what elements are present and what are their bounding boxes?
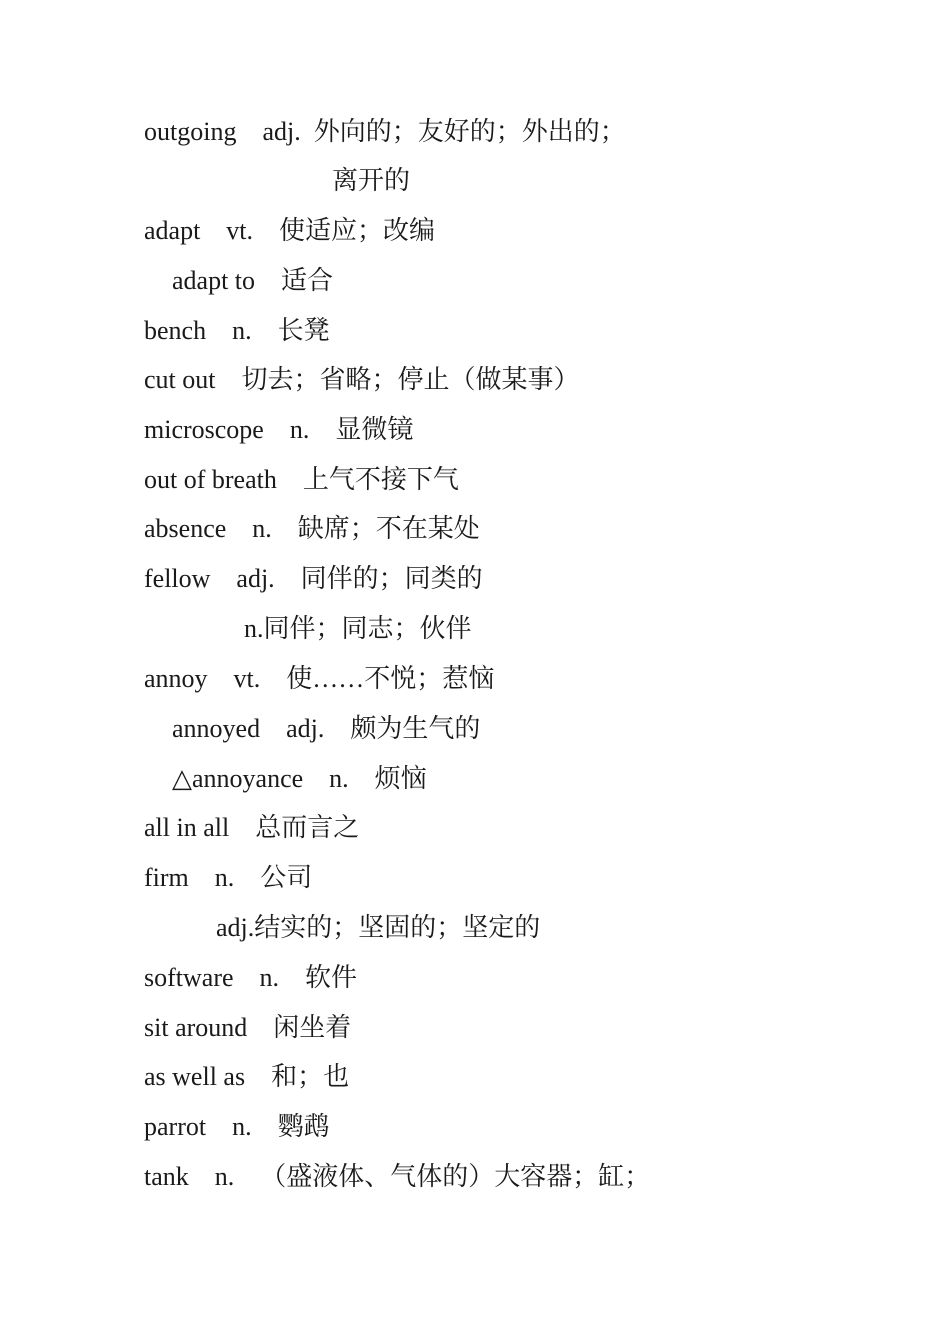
entry-all-in-all: all in all 总而言之 xyxy=(144,813,360,842)
entry-absence: absence n. 缺席；不在某处 xyxy=(144,514,480,543)
entry-out-of-breath: out of breath 上气不接下气 xyxy=(144,465,459,494)
entry-fellow: fellow adj. 同伴的；同类的 xyxy=(144,564,483,593)
entry-software: software n. 软件 xyxy=(144,963,358,992)
entry-adapt-to: adapt to 适合 xyxy=(172,266,334,295)
entry-sit-around: sit around 闲坐着 xyxy=(144,1013,352,1042)
entry-firm-adjective: adj.结实的；坚固的；坚定的 xyxy=(216,913,541,942)
entry-adapt: adapt vt. 使适应；改编 xyxy=(144,216,436,245)
entry-annoy: annoy vt. 使……不悦；惹恼 xyxy=(144,664,495,693)
entry-tank: tank n. （盛液体、气体的）大容器；缸； xyxy=(144,1162,651,1191)
entry-outgoing-continuation: 离开的 xyxy=(332,166,411,195)
entry-bench: bench n. 长凳 xyxy=(144,316,330,345)
entry-cut-out: cut out 切去；省略；停止（做某事） xyxy=(144,365,580,394)
entry-annoyed: annoyed adj. 颇为生气的 xyxy=(172,714,481,743)
entry-parrot: parrot n. 鹦鹉 xyxy=(144,1112,330,1141)
entry-annoyance: △annoyance n. 烦恼 xyxy=(172,764,427,793)
entry-outgoing: outgoing adj. 外向的；友好的；外出的； xyxy=(144,117,626,146)
entry-as-well-as: as well as 和；也 xyxy=(144,1062,350,1091)
entry-microscope: microscope n. 显微镜 xyxy=(144,415,414,444)
entry-fellow-noun: n.同伴；同志；伙伴 xyxy=(244,614,472,643)
entry-firm: firm n. 公司 xyxy=(144,863,313,892)
